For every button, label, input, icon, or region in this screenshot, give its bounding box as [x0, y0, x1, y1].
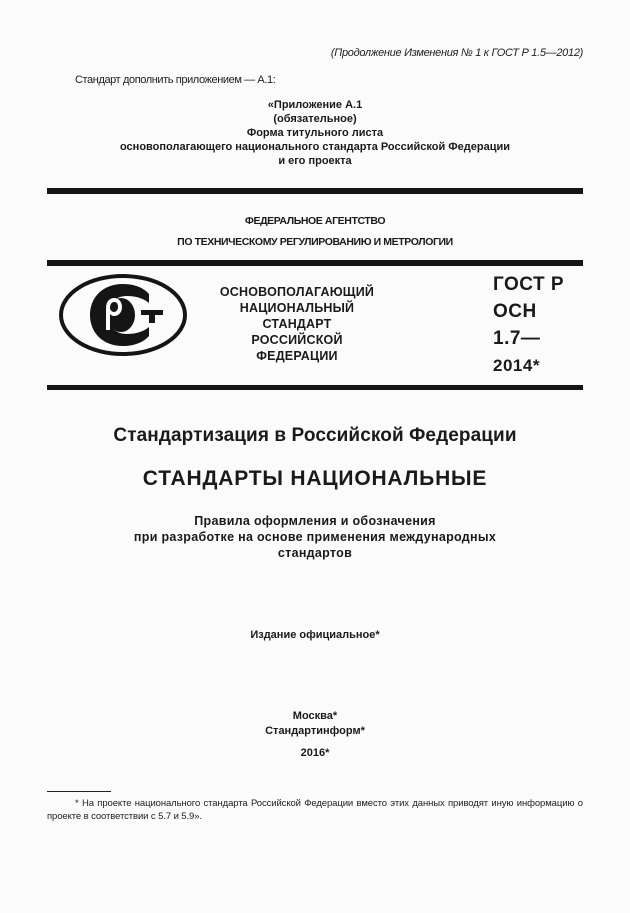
standard-type-line: РОССИЙСКОЙ	[251, 333, 343, 347]
standard-type	[207, 284, 387, 364]
appendix-heading-line: (обязательное)	[273, 113, 357, 125]
continuation-note: (Продолжение Изменения № 1 к ГОСТ Р 1.5—2012)	[330, 47, 583, 59]
designation-line: ГОСТ Р	[493, 274, 565, 295]
agency-line: ФЕДЕРАЛЬНОЕ АГЕНТСТВО	[244, 215, 386, 227]
designation-line: 1.7—	[493, 328, 541, 349]
standard-designation	[493, 271, 564, 379]
series-title: Стандартизация в Российской Федерации	[113, 425, 517, 446]
designation-line: 2014*	[493, 356, 540, 375]
publication-year: 2016*	[300, 747, 330, 759]
edition-label: Издание официальное*	[250, 629, 380, 641]
standard-type-line: ОСНОВОПОЛАГАЮЩИЙ	[219, 285, 375, 299]
standard-type-line: НАЦИОНАЛЬНЫЙ	[239, 301, 355, 315]
top-rule	[47, 188, 583, 194]
middle-rule	[47, 260, 583, 266]
standard-type-line: СТАНДАРТ	[262, 317, 332, 331]
imprint	[47, 709, 583, 739]
subtitle	[47, 513, 583, 561]
standard-type-line: ФЕДЕРАЦИИ	[256, 349, 338, 363]
subtitle-line: стандартов	[277, 546, 353, 560]
subtitle-line: при разработке на основе применения международных	[133, 530, 497, 544]
appendix-heading-line: Форма титульного листа	[246, 127, 384, 139]
appendix-heading	[47, 98, 583, 168]
appendix-heading-line: «Приложение А.1	[267, 99, 363, 111]
main-title: СТАНДАРТЫ НАЦИОНАЛЬНЫЕ	[142, 467, 488, 490]
subtitle-line: Правила оформления и обозначения	[194, 514, 436, 528]
agency-name	[47, 211, 583, 253]
footnote	[47, 797, 583, 823]
footnote-text: * На проекте национального стандарта Российской Федерации вместо этих данных приводят иную информацию о проекте в соответствии с 5.7 и 5.9».	[47, 798, 583, 822]
footnote-separator	[47, 791, 111, 792]
designation-line: ОСН	[493, 301, 537, 322]
rst-conformity-mark-icon	[57, 272, 189, 358]
bottom-rule	[47, 385, 583, 390]
appendix-heading-line: основополагающего национального стандарта Российской Федерации	[119, 141, 511, 153]
appendix-heading-line: и его проекта	[278, 155, 352, 167]
imprint-publisher: Стандартинформ*	[265, 725, 365, 737]
intro-text: Стандарт дополнить приложением — А.1:	[75, 74, 276, 86]
agency-line: ПО ТЕХНИЧЕСКОМУ РЕГУЛИРОВАНИЮ И МЕТРОЛОГИИ	[177, 236, 453, 248]
imprint-city: Москва*	[292, 710, 338, 722]
